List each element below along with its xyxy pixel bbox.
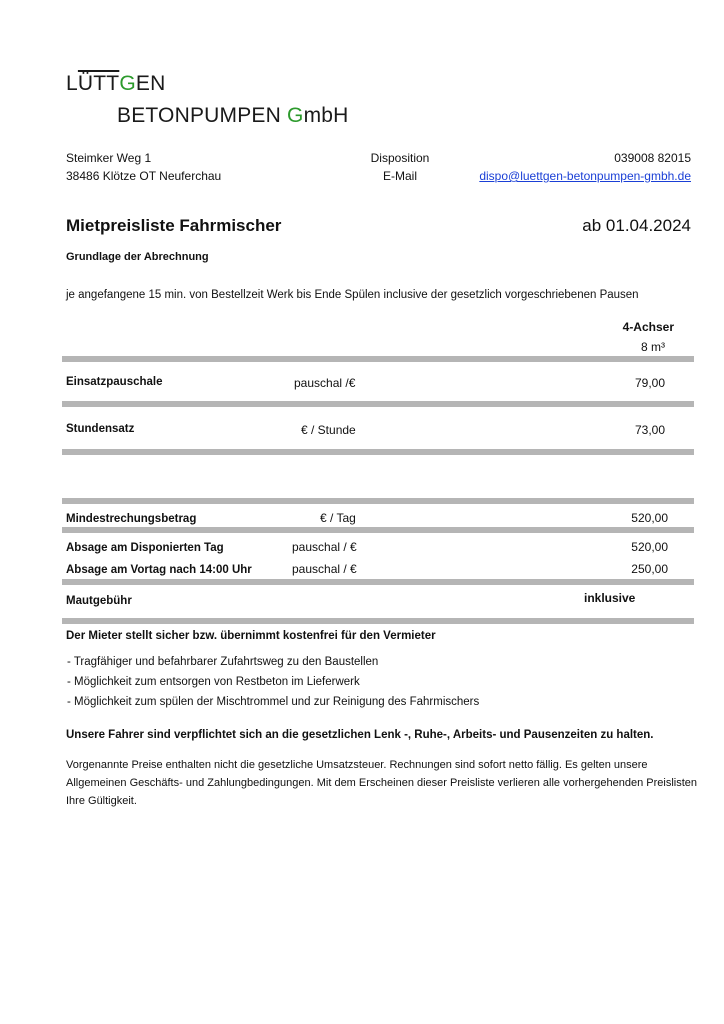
page-title: Mietpreisliste Fahrmischer [66, 216, 282, 235]
basis-text: je angefangene 15 min. von Bestellzeit Werk bis Ende Spülen inclusive der gesetzlich vorgeschriebenen Pausen [66, 289, 639, 301]
row-label-absage-vortag: Absage am Vortag nach 14:00 Uhr [66, 564, 252, 576]
row-unit-absage-vortag: pauschal / € [292, 562, 357, 576]
row-unit-absage-tag: pauschal / € [292, 540, 357, 554]
divider-bar [62, 449, 694, 455]
company-logo-line1 [66, 72, 165, 96]
drivers-note: Unsere Fahrer sind verpflichtet sich an die gesetzlichen Lenk -, Ruhe-, Arbeits- und Pausenzeiten zu halten. [66, 729, 654, 741]
row-label-stundensatz: Stundensatz [66, 423, 135, 435]
phone-label: Disposition [370, 151, 430, 165]
row-value-einsatzpauschale: 79,00 [634, 376, 665, 390]
row-label-mindestbetrag: Mindestrechungsbetrag [66, 513, 197, 525]
basis-heading: Grundlage der Abrechnung [66, 251, 209, 263]
tenant-item: - Möglichkeit zum entsorgen von Restbeton im Lieferwerk [67, 676, 360, 688]
row-label-absage-tag: Absage am Disponierten Tag [66, 542, 224, 554]
logo-betonpumpen: BETONPUMPEN [117, 104, 288, 127]
tenant-heading: Der Mieter stellt sicher bzw. übernimmt kostenfrei für den Vermieter [66, 630, 436, 642]
row-value-absage-vortag: 250,00 [631, 562, 668, 576]
logo-letter-l: L [66, 72, 78, 95]
divider-bar [62, 401, 694, 407]
row-label-maut: Mautgebühr [66, 595, 132, 607]
address-city: 38486 Klötze OT Neuferchau [66, 169, 222, 183]
tenant-item: - Tragfähiger und befahrbarer Zufahrtsweg zu den Baustellen [67, 656, 379, 668]
divider-bar [62, 579, 694, 585]
phone-number: 039008 82015 [614, 151, 691, 165]
row-unit-mindestbetrag: € / Tag [320, 511, 356, 525]
row-unit-einsatzpauschale: pauschal /€ [294, 376, 356, 390]
footer-terms: Vorgenannte Preise enthalten nicht die gesetzliche Umsatzsteuer. Rechnungen sind sofort netto fällig. Es gelten unsere Allgemeinen Geschäfts- und Zahlungbedingungen. Mit dem Erscheinen dieser Preisliste verlieren alle vorhergehenden Preislisten Ihre Gültigkeit. [66, 759, 698, 807]
divider-bar [62, 498, 694, 504]
row-value-absage-tag: 520,00 [631, 540, 668, 554]
divider-bar [62, 527, 694, 533]
column-header-4-achser: 4-Achser [622, 320, 674, 334]
address-street: Steimker Weg 1 [66, 151, 152, 165]
logo-gmbh-g: G [287, 104, 304, 127]
row-value-maut: inklusive [584, 591, 636, 605]
divider-bar [62, 618, 694, 624]
logo-letters-en: EN [135, 72, 166, 95]
column-subheader-capacity: 8 m³ [641, 340, 665, 354]
row-value-mindestbetrag: 520,00 [631, 511, 668, 525]
divider-bar [62, 356, 694, 362]
logo-letters-uett: $\overline{ÜTT}$ [77, 72, 120, 95]
row-unit-stundensatz: € / Stunde [301, 423, 356, 437]
company-logo-line2 [117, 104, 349, 128]
email-link[interactable]: dispo@luettgen-betonpumpen-gmbh.de [479, 169, 691, 183]
valid-from-date: ab 01.04.2024 [582, 216, 691, 235]
row-value-stundensatz: 73,00 [634, 423, 665, 437]
logo-mbh: mbH [303, 104, 349, 127]
row-label-einsatzpauschale: Einsatzpauschale [66, 376, 163, 388]
email-label: E-Mail [382, 169, 417, 183]
logo-letter-g: G [119, 72, 136, 95]
tenant-item: - Möglichkeit zum spülen der Mischtrommel und zur Reinigung des Fahrmischers [67, 696, 480, 708]
